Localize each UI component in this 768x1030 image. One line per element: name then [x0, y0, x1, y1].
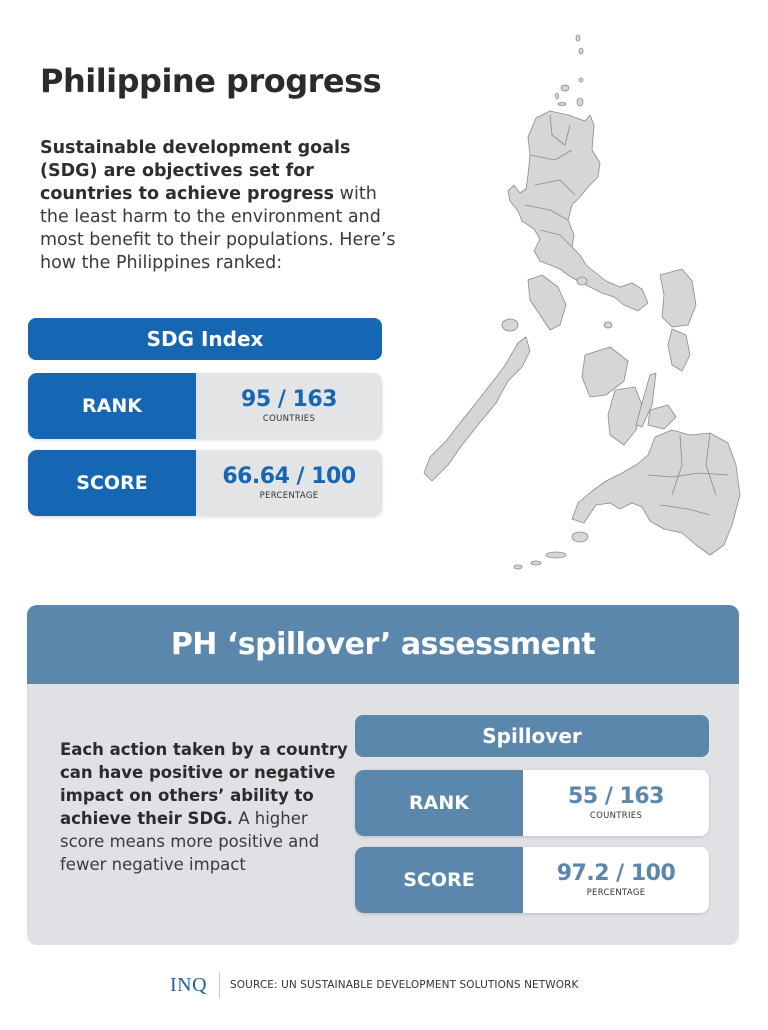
spillover-score-value-box — [523, 847, 709, 913]
spillover-description-bold: Each action taken by a country can have positive or negative impact on others’ ability to achieve their SDG. — [60, 740, 348, 828]
sdg-score-value-box — [196, 450, 382, 516]
spillover-description — [60, 738, 350, 876]
footer-divider — [219, 972, 220, 998]
sdg-score-unit: PERCENTAGE — [259, 491, 319, 501]
spillover-rank-value: 55 / 163 — [568, 784, 664, 809]
sdg-rank-value-box — [196, 373, 382, 439]
intro-rest: with the least harm to the environment and most benefit to their populations. Here’s how the Philippines ranked: — [40, 184, 396, 273]
spillover-score-unit: PERCENTAGE — [586, 888, 646, 898]
sdg-rank-label: RANK — [28, 373, 196, 439]
spillover-rank-unit: COUNTRIES — [589, 811, 643, 821]
sdg-score-value: 66.64 / 100 — [222, 464, 356, 489]
spillover-rank-row — [355, 770, 709, 836]
sdg-score-row — [28, 450, 382, 516]
spillover-panel-title: PH ‘spillover’ assessment — [27, 605, 739, 684]
inq-logo: INQ — [170, 973, 208, 996]
sdg-rank-value: 95 / 163 — [241, 387, 337, 412]
sdg-score-label: SCORE — [28, 450, 196, 516]
sdg-index-header: SDG Index — [28, 318, 382, 360]
philippines-map-icon — [410, 25, 750, 570]
spillover-description-rest: A higher score means more positive and fewer negative impact — [60, 809, 320, 874]
source-credit: SOURCE: UN SUSTAINABLE DEVELOPMENT SOLUTIONS NETWORK — [230, 979, 579, 991]
footer — [170, 972, 579, 998]
sdg-rank-row — [28, 373, 382, 439]
spillover-score-value: 97.2 / 100 — [556, 861, 676, 886]
spillover-rank-value-box — [523, 770, 709, 836]
spillover-score-row — [355, 847, 709, 913]
sdg-rank-unit: COUNTRIES — [262, 414, 316, 424]
intro-text — [40, 137, 400, 275]
intro-bold: Sustainable development goals (SDG) are objectives set for countries to achieve progress — [40, 138, 351, 204]
page-title: Philippine progress — [40, 62, 382, 100]
spillover-rank-label: RANK — [355, 770, 523, 836]
spillover-score-label: SCORE — [355, 847, 523, 913]
spillover-card-header: Spillover — [355, 715, 709, 757]
